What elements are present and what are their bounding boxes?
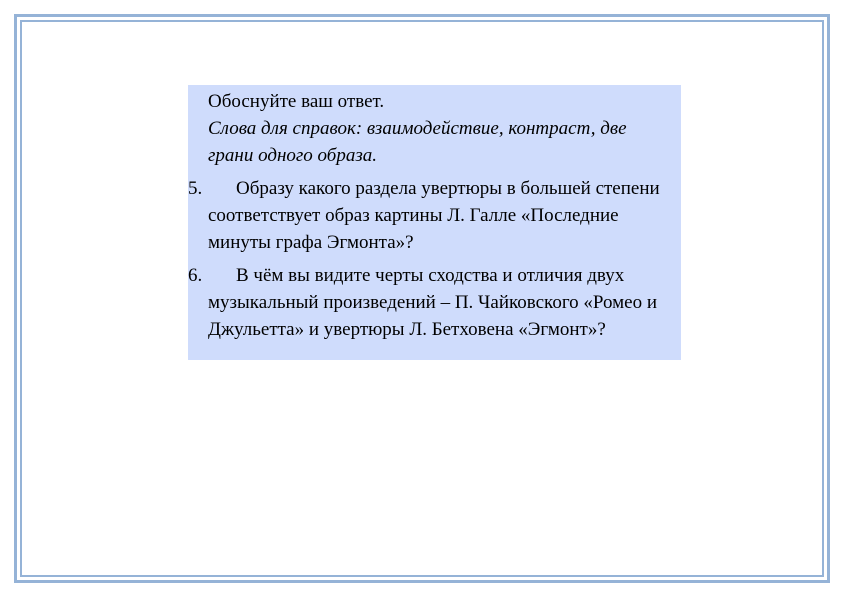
question-number: 5.	[188, 178, 203, 199]
question-text: Образу какого раздела увертюры в большей степени соответствует образ картины Л. Галле «Последние минуты графа Эгмонта»?	[208, 178, 660, 253]
reference-words-hint: Слова для справок: взаимодействие, контраст, две грани одного образа.	[208, 118, 627, 166]
question-5	[188, 175, 675, 256]
question-number: 6.	[188, 265, 203, 286]
justify-answer-line: Обоснуйте ваш ответ.	[208, 91, 385, 112]
question-6	[188, 262, 675, 343]
question-text: В чём вы видите черты сходства и отличия двух музыкальный произведений – П. Чайковского «Ромео и Джульетта» и увертюры Л. Бетховена «Эгмонт»?	[208, 265, 657, 340]
question-text-box	[188, 85, 681, 360]
